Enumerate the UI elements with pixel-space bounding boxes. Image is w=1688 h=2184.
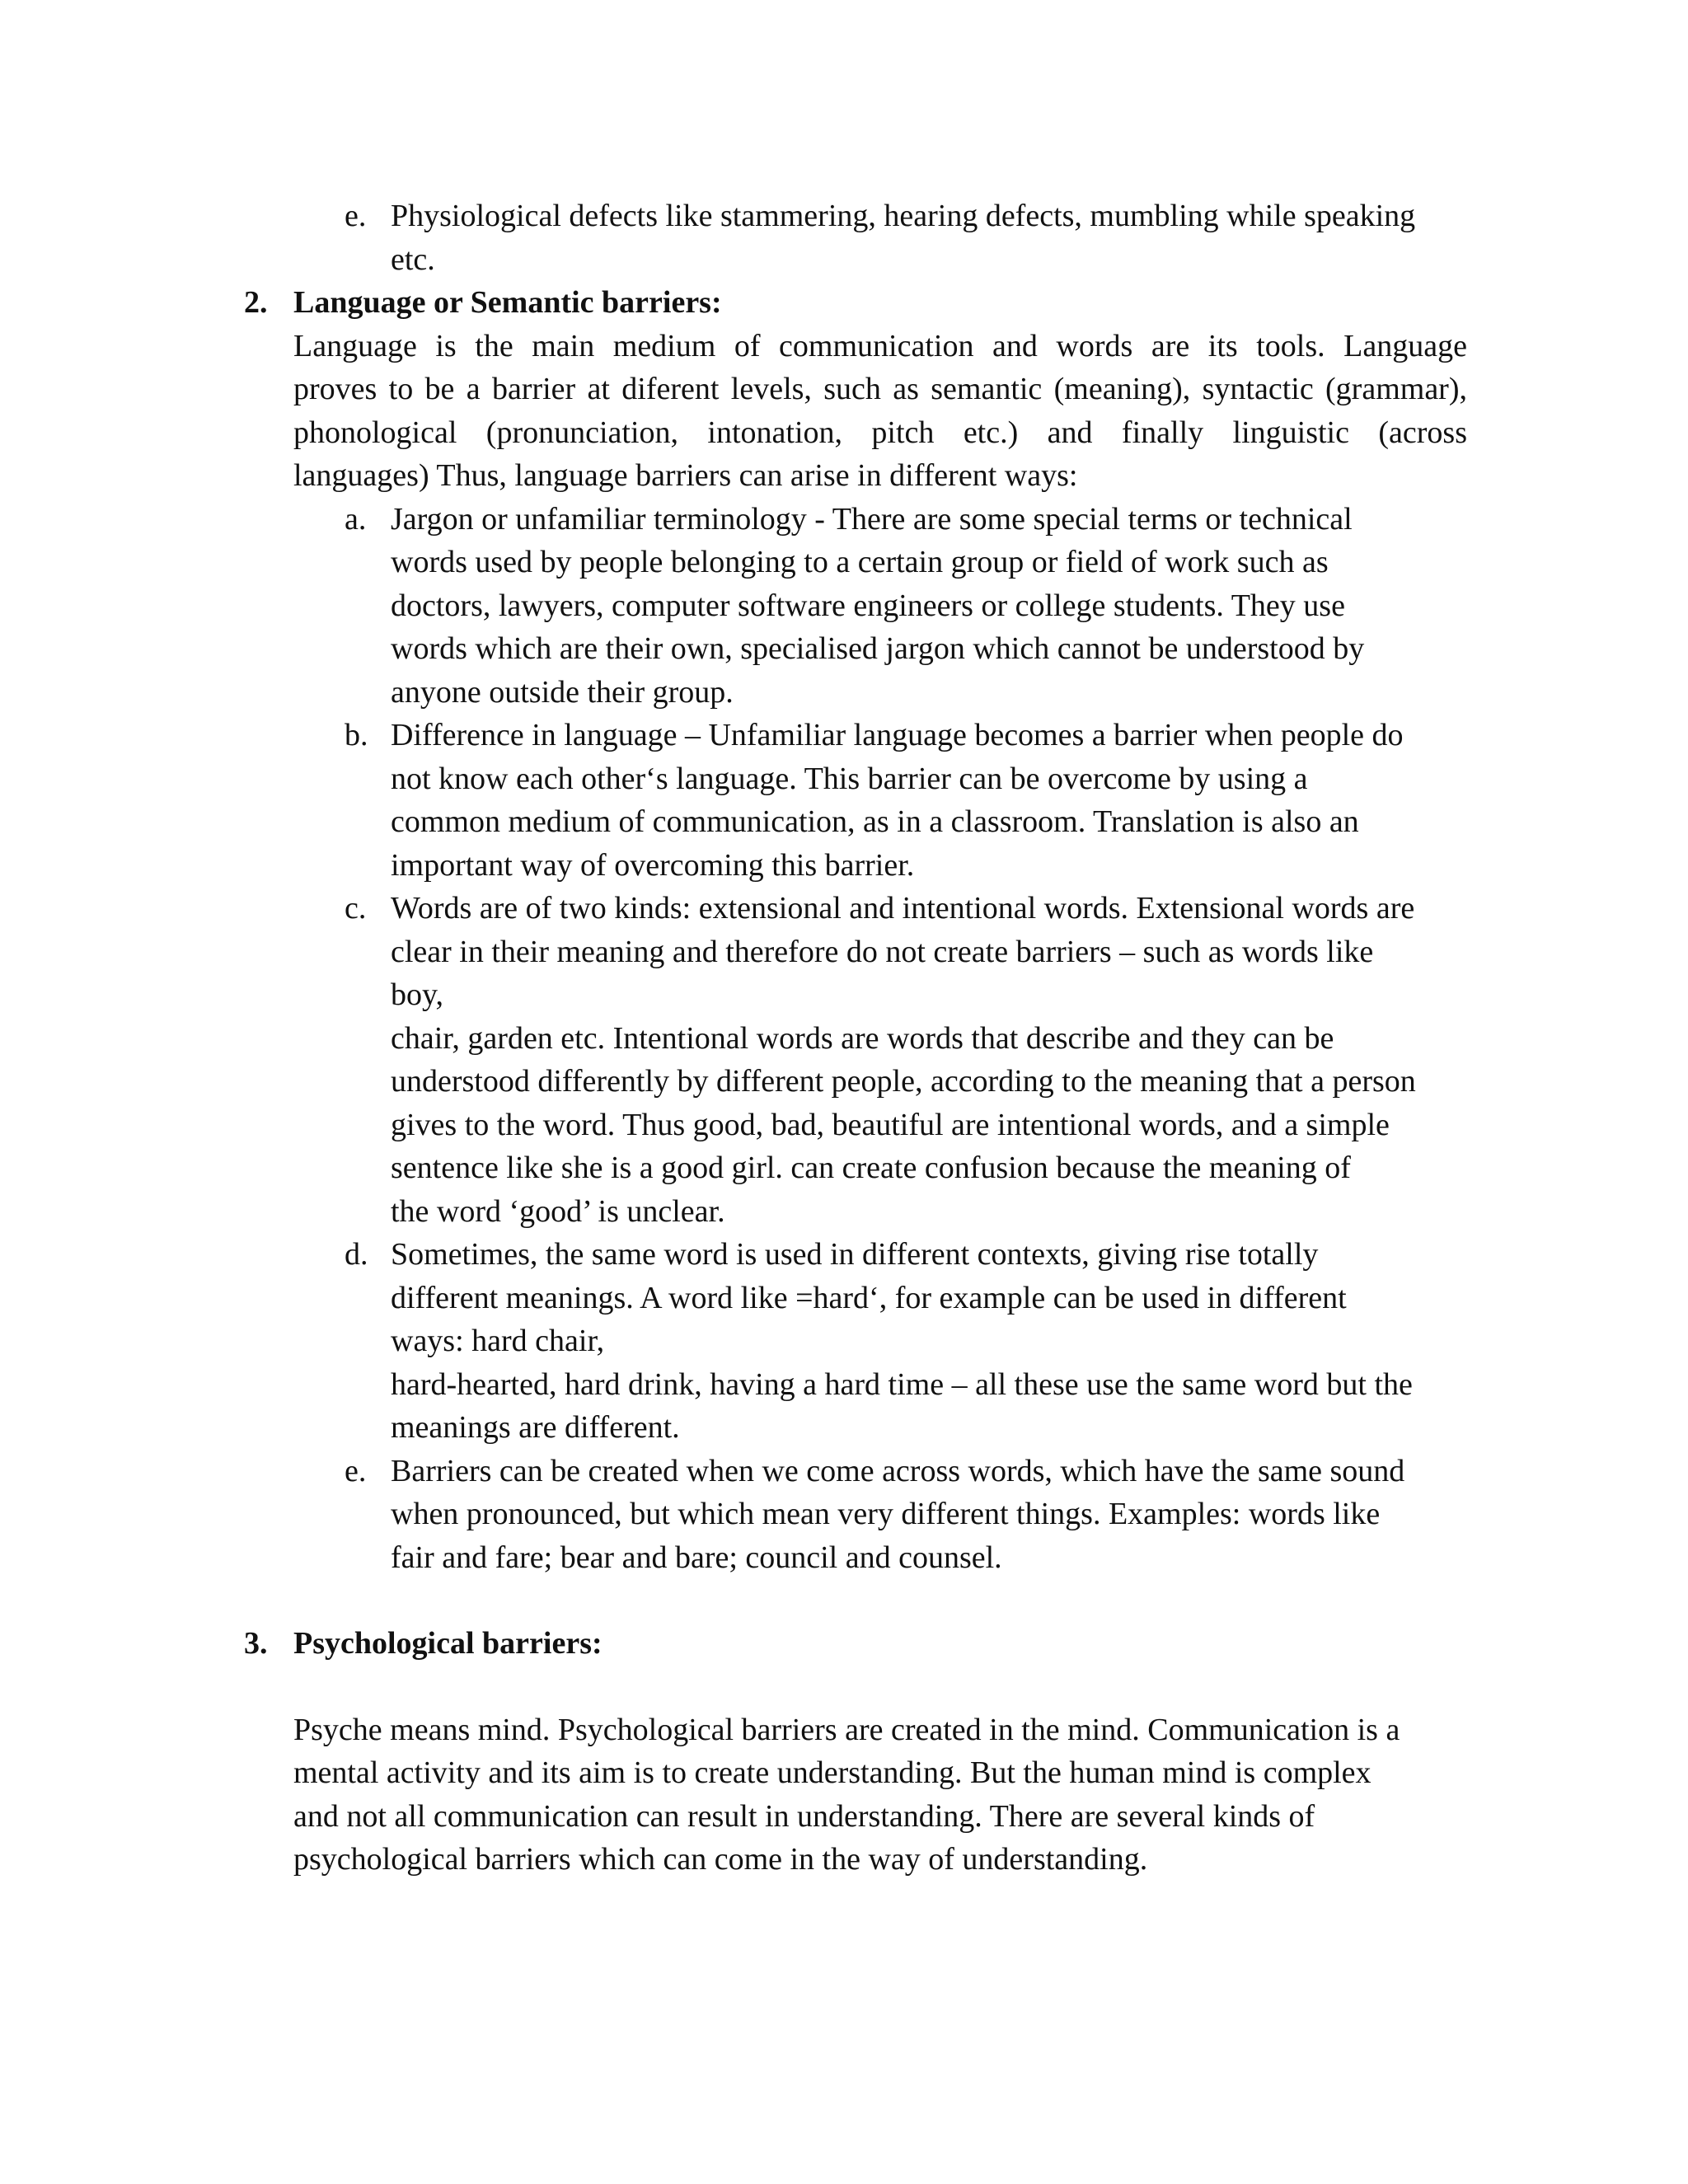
- text-line: Words are of two kinds: extensional and intentional words. Extensional words are: [391, 891, 1415, 926]
- list-item-same-word-contexts: [345, 1233, 1467, 1450]
- section-intro-paragraph: [293, 325, 1467, 498]
- section-heading: Language or Semantic barriers:: [293, 285, 722, 320]
- section-number: 3.: [244, 1626, 268, 1661]
- list-item-jargon: [345, 498, 1467, 715]
- list-item-text: [391, 1233, 1467, 1450]
- text-line: Physiological defects like stammering, hearing defects, mumbling while speaking: [391, 199, 1416, 233]
- text-line: Psyche means mind. Psychological barriers are created in the mind. Communication is a: [293, 1712, 1400, 1747]
- list-item-physiological-defects: [345, 194, 1467, 281]
- text-line: languages) Thus, language barriers can arise in different ways:: [293, 458, 1078, 493]
- text-line: and not all communication can result in understanding. There are several kinds of: [293, 1798, 1315, 1834]
- text-line: common medium of communication, as in a classroom. Translation is also an: [391, 804, 1359, 839]
- text-line: Difference in language – Unfamiliar language becomes a barrier when people do: [391, 718, 1404, 752]
- text-line: doctors, lawyers, computer software engineers or college students. They use: [391, 588, 1345, 623]
- section-psychological-barriers: [244, 1622, 1467, 1882]
- text-line: gives to the word. Thus good, bad, beautiful are intentional words, and a simple: [391, 1107, 1390, 1142]
- text-line: important way of overcoming this barrier.: [391, 847, 915, 883]
- text-line: chair, garden etc. Intentional words are words that describe and they can be: [391, 1020, 1334, 1056]
- section-number: 2.: [244, 285, 268, 320]
- text-line: not know each other‘s language. This barrier can be overcome by using a: [391, 761, 1308, 796]
- text-line: different meanings. A word like =hard‘, for example can be used in different: [391, 1280, 1347, 1315]
- list-item-text: [391, 714, 1467, 887]
- text-line: boy,: [391, 977, 444, 1012]
- list-item-text: [391, 498, 1467, 715]
- text-line: words used by people belonging to a certain group or field of work such as: [391, 545, 1329, 579]
- text-line: Barriers can be created when we come across words, which have the same sound: [391, 1453, 1405, 1488]
- text-line: phonological (pronunciation, intonation, pitch etc.) and finally linguistic (across: [293, 415, 1467, 450]
- list-item-text: [391, 194, 1467, 281]
- list-item-label: a.: [345, 501, 367, 537]
- text-line: when pronounced, but which mean very different things. Examples: words like: [391, 1497, 1381, 1531]
- spacer: [293, 1666, 1467, 1708]
- text-line: meanings are different.: [391, 1410, 680, 1445]
- text-line: the word ‘good’ is unclear.: [391, 1193, 725, 1229]
- text-line: proves to be a barrier at diferent levels, such as semantic (meaning), syntactic (grammar),: [293, 372, 1467, 406]
- text-line: clear in their meaning and therefore do not create barriers – such as words like: [391, 934, 1374, 969]
- text-line: hard-hearted, hard drink, having a hard time – all these use the same word but the: [391, 1366, 1413, 1402]
- page-content: [244, 194, 1467, 1882]
- text-line: ways: hard chair,: [391, 1324, 605, 1358]
- text-line: Sometimes, the same word is used in different contexts, giving rise totally: [391, 1237, 1319, 1272]
- text-line: Jargon or unfamiliar terminology - There are some special terms or technical: [391, 501, 1353, 537]
- text-line: anyone outside their group.: [391, 674, 734, 710]
- section-heading: Psychological barriers:: [293, 1626, 603, 1661]
- section-language-barriers: [244, 281, 1467, 1579]
- text-line: Language is the main medium of communication and words are its tools. Language: [293, 328, 1467, 363]
- text-line: understood differently by different people, according to the meaning that a person: [391, 1064, 1416, 1099]
- list-item-word-kinds: [345, 887, 1467, 1233]
- text-line: mental activity and its aim is to create understanding. But the human mind is complex: [293, 1755, 1372, 1790]
- spacer: [293, 1579, 1467, 1622]
- list-item-text: [391, 887, 1467, 1233]
- text-line: psychological barriers which can come in the way of understanding.: [293, 1842, 1148, 1877]
- list-item-label: e.: [345, 199, 367, 233]
- list-item-label: e.: [345, 1453, 367, 1488]
- text-line: words which are their own, specialised jargon which cannot be understood by: [391, 631, 1365, 666]
- text-line: sentence like she is a good girl. can create confusion because the meaning of: [391, 1151, 1351, 1185]
- list-item-text: [391, 1450, 1467, 1580]
- list-item-label: d.: [345, 1237, 368, 1272]
- list-item-label: c.: [345, 891, 367, 926]
- section-body-paragraph: [293, 1708, 1467, 1882]
- text-line: etc.: [391, 241, 435, 277]
- list-item-homophones: [345, 1450, 1467, 1580]
- list-item-difference-in-language: [345, 714, 1467, 887]
- text-line: fair and fare; bear and bare; council and counsel.: [391, 1540, 1002, 1575]
- list-item-label: b.: [345, 718, 368, 752]
